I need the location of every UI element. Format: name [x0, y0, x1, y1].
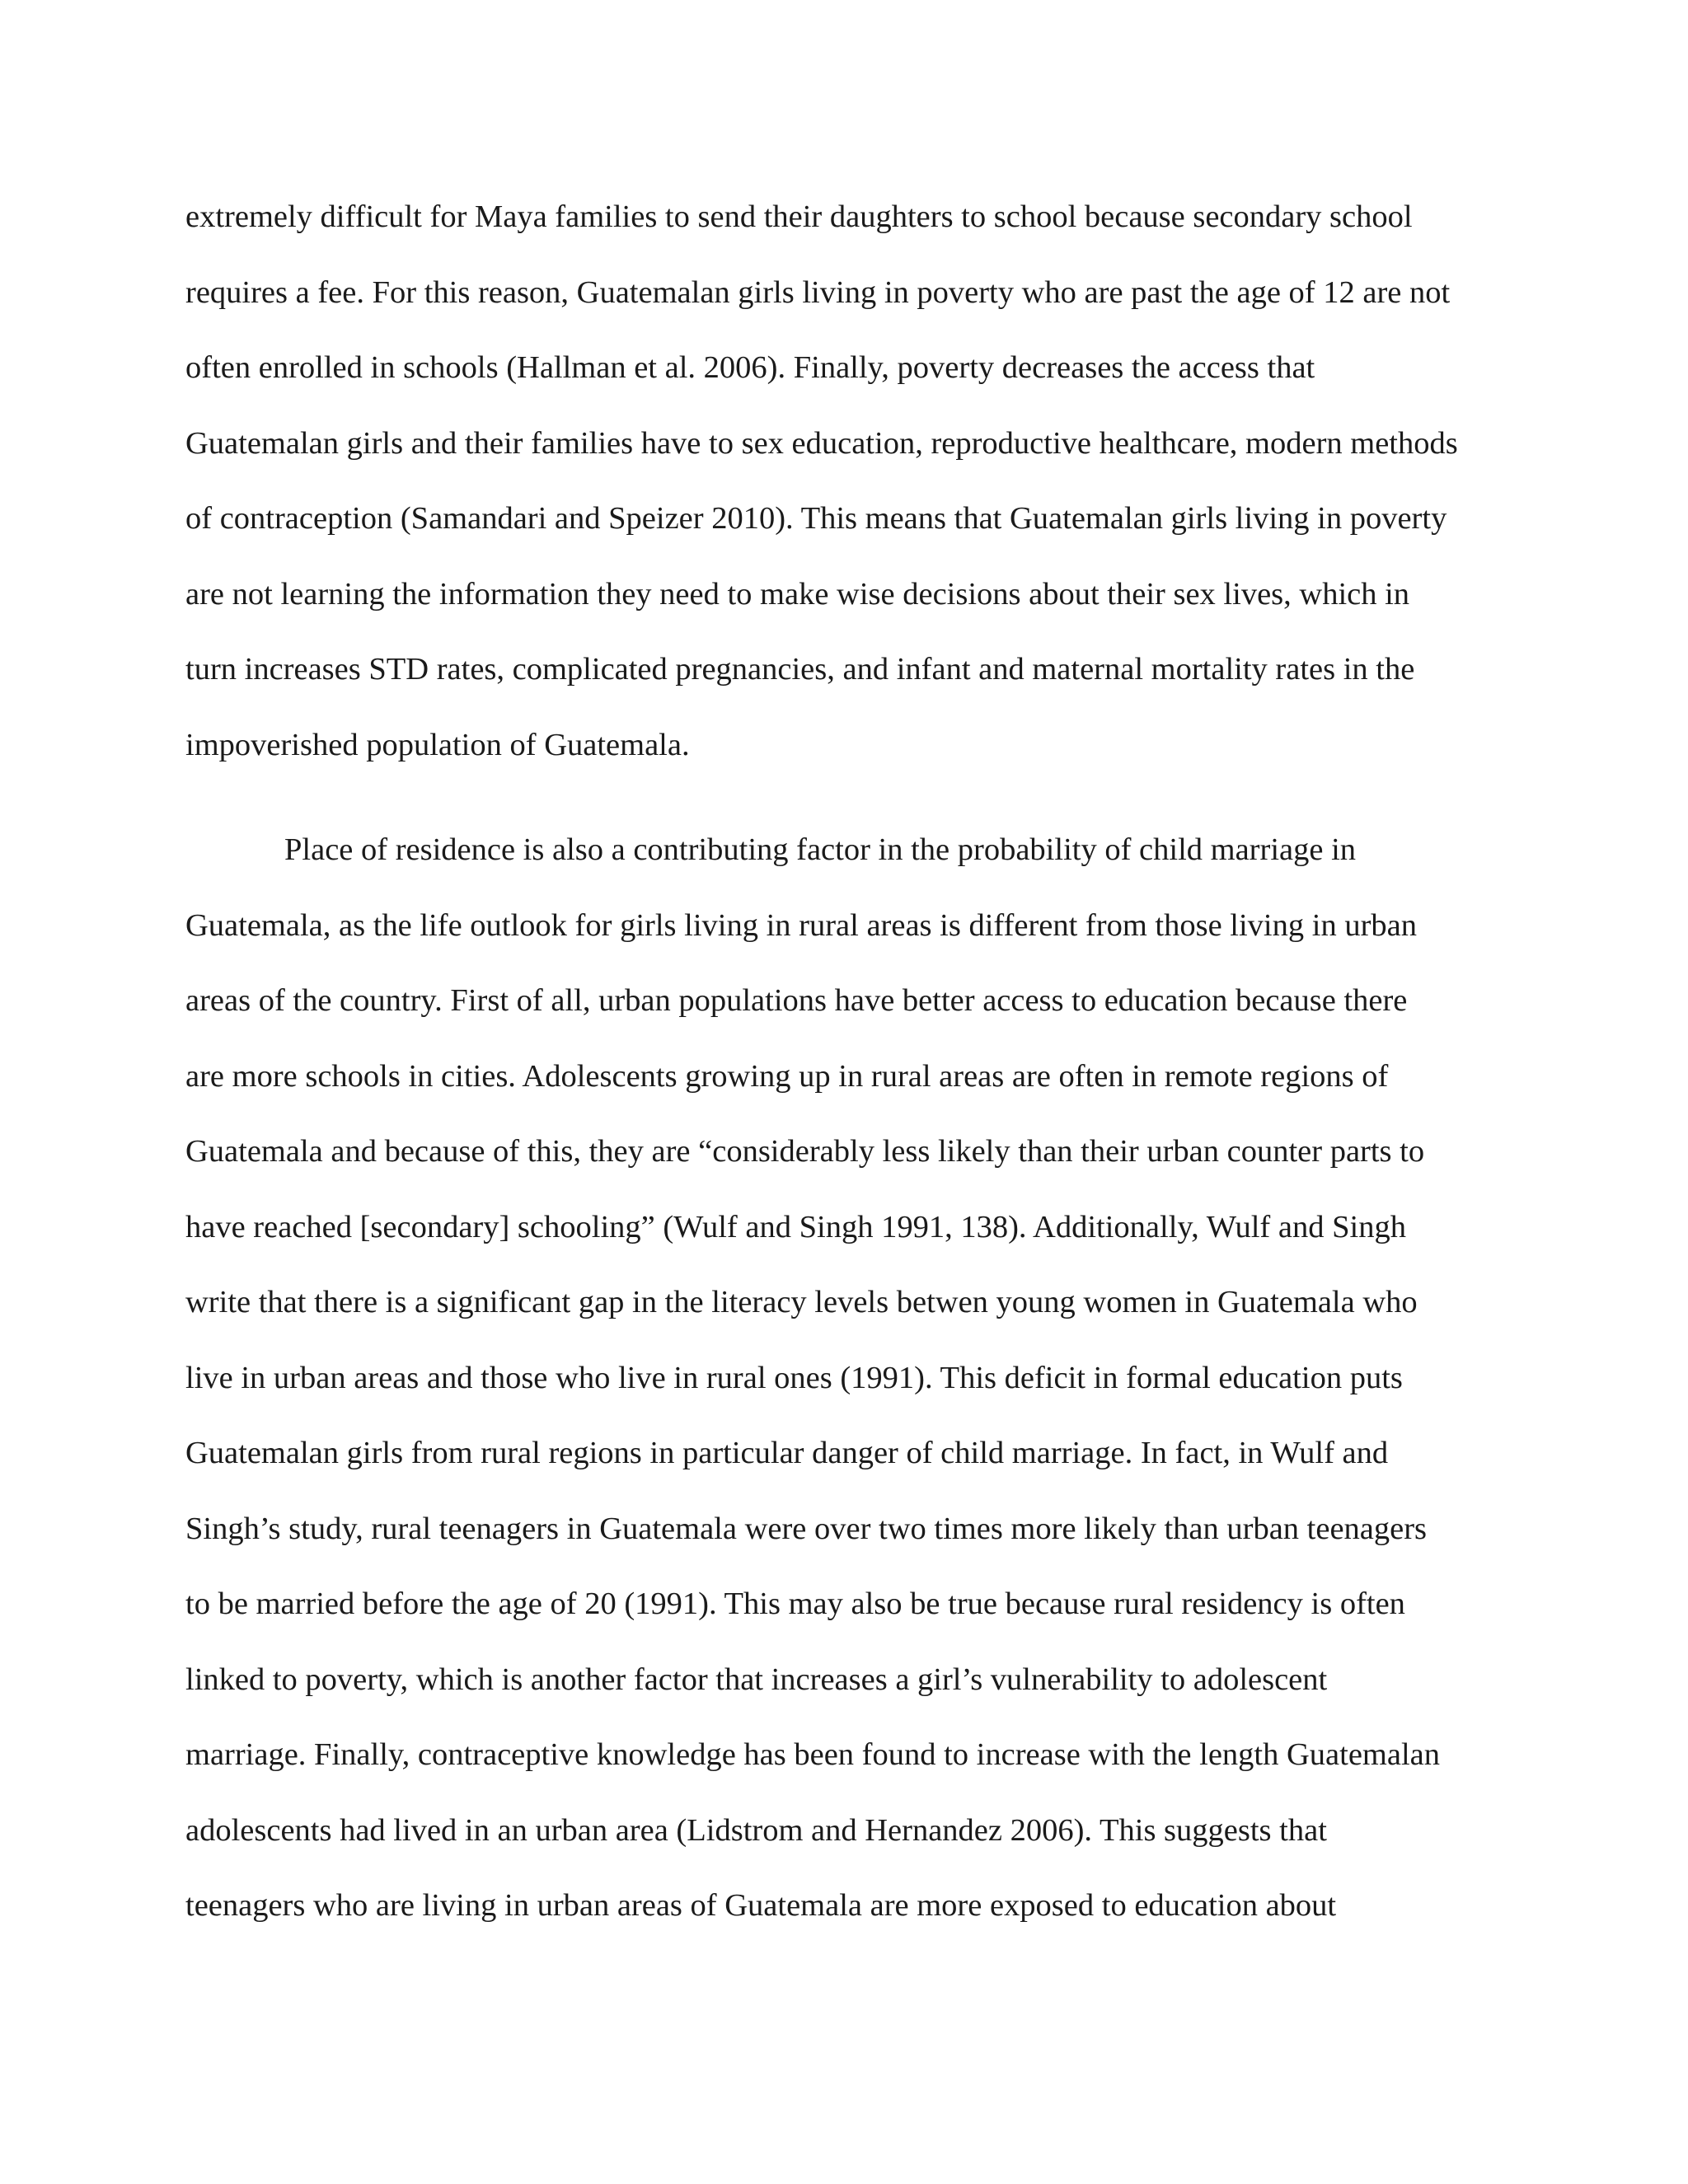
text-line: linked to poverty, which is another factor that increases a girl’s vulnerability to adolescent — [185, 1661, 1328, 1697]
text-line: impoverished population of Guatemala. — [185, 727, 690, 762]
text-line: have reached [secondary] schooling” (Wulf and Singh 1991, 138). Additionally, Wulf and Singh — [185, 1209, 1406, 1244]
text-line-indented: Place of residence is also a contributing factor in the probability of child marriage in — [284, 832, 1357, 867]
text-line: Guatemalan girls from rural regions in particular danger of child marriage. In fact, in Wulf and — [185, 1436, 1389, 1470]
text-line: of contraception (Samandari and Speizer 2010). This means that Guatemalan girls living in poverty — [185, 501, 1447, 536]
text-line: are not learning the information they need to make wise decisions about their sex lives, which in — [185, 576, 1410, 612]
text-line: live in urban areas and those who live in rural ones (1991). This deficit in formal education puts — [185, 1360, 1403, 1395]
text-line: Guatemalan girls and their families have to sex education, reproductive healthcare, modern methods — [185, 425, 1458, 461]
text-line: marriage. Finally, contraceptive knowledge has been found to increase with the length Guatemalan — [185, 1737, 1440, 1772]
text-line: extremely difficult for Maya families to send their daughters to school because secondary school — [185, 199, 1413, 234]
text-line: are more schools in cities. Adolescents growing up in rural areas are often in remote regions of — [185, 1058, 1389, 1094]
text-line: turn increases STD rates, complicated pregnancies, and infant and maternal mortality rates in the — [185, 652, 1415, 687]
text-line: teenagers who are living in urban areas of Guatemala are more exposed to education about — [185, 1888, 1337, 1923]
paragraph-1 — [185, 180, 1504, 783]
paragraph-2 — [185, 813, 1504, 1944]
text-line: Singh’s study, rural teenagers in Guatemala were over two times more likely than urban teenagers — [185, 1511, 1428, 1546]
text-line: to be married before the age of 20 (1991). This may also be true because rural residency is often — [185, 1586, 1405, 1621]
text-line: write that there is a significant gap in the literacy levels betwen young women in Guatemala who — [185, 1285, 1418, 1319]
text-line: areas of the country. First of all, urban populations have better access to education because there — [185, 983, 1408, 1018]
text-line: often enrolled in schools (Hallman et al. 2006). Finally, poverty decreases the access that — [185, 350, 1315, 385]
text-line: requires a fee. For this reason, Guatemalan girls living in poverty who are past the age of 12 are not — [185, 274, 1451, 310]
text-line: Guatemala, as the life outlook for girls living in rural areas is different from those living in urban — [185, 907, 1417, 943]
text-line: Guatemala and because of this, they are “considerably less likely than their urban counter parts to — [185, 1134, 1425, 1169]
text-line: adolescents had lived in an urban area (Lidstrom and Hernandez 2006). This suggests that — [185, 1812, 1327, 1848]
